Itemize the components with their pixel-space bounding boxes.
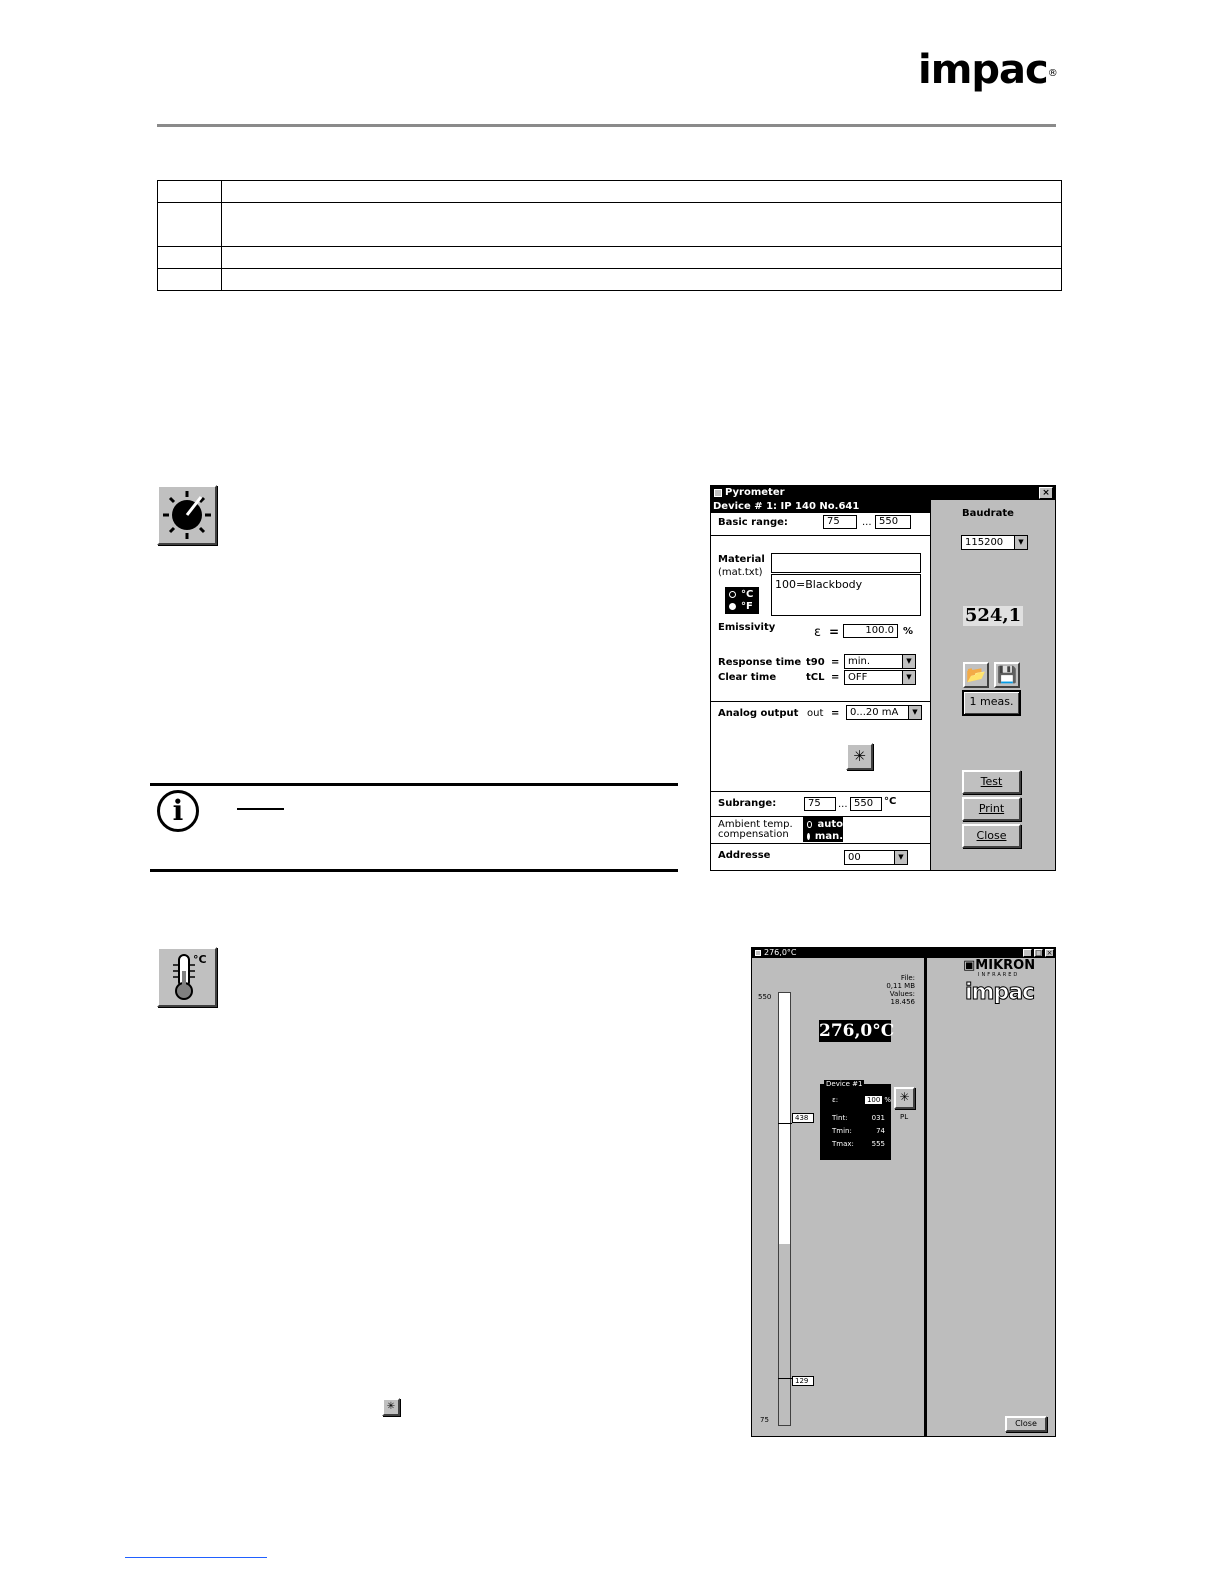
clear-time-symbol: tCL — [806, 672, 825, 683]
device-box-title: Device #1 — [826, 1080, 863, 1088]
close-icon[interactable]: × — [1046, 949, 1053, 957]
table-cell — [158, 203, 222, 247]
material-input[interactable] — [771, 553, 921, 573]
impac-logo-small: impac — [965, 980, 1035, 1005]
radio-man[interactable] — [807, 833, 810, 840]
chevron-down-icon[interactable]: ▼ — [894, 851, 907, 864]
ambient-man-option[interactable]: man. — [803, 830, 843, 842]
unit-c-option[interactable]: °C — [725, 588, 759, 600]
svg-text:°C: °C — [193, 953, 207, 966]
response-time-select[interactable]: min. ▼ — [844, 654, 916, 669]
tmax-value: 555 — [871, 1140, 885, 1148]
clear-time-label: Clear time — [718, 672, 777, 683]
knob-icon[interactable] — [157, 485, 217, 545]
print-button[interactable]: Print — [962, 797, 1021, 821]
chevron-down-icon[interactable]: ▼ — [902, 655, 915, 668]
chevron-down-icon[interactable]: ▼ — [908, 706, 921, 719]
window-icon — [714, 489, 722, 497]
address-label: Addresse — [718, 850, 771, 861]
radio-f[interactable] — [729, 603, 736, 610]
chevron-down-icon[interactable]: ▼ — [902, 671, 915, 684]
baudrate-label: Baudrate — [962, 508, 1014, 519]
eps-label: ε: — [832, 1096, 839, 1104]
device-line: Device # 1: IP 140 No.641 — [711, 500, 930, 513]
mikron-subtitle: INFRARED — [978, 972, 1020, 978]
window-icon — [755, 950, 761, 956]
thermometer-icon[interactable] — [157, 947, 217, 1007]
divider — [711, 791, 930, 792]
upper-marker-line — [778, 1123, 792, 1124]
address-select[interactable]: 00 ▼ — [844, 850, 908, 865]
emissivity-input[interactable]: 100.0 — [843, 624, 898, 638]
divider — [711, 535, 930, 536]
chevron-down-icon[interactable]: ▼ — [1014, 536, 1027, 549]
material-file: (mat.txt) — [718, 567, 763, 578]
subrange-label: Subrange: — [718, 798, 777, 809]
test-button[interactable]: Test — [962, 770, 1021, 794]
temperature-window — [751, 947, 1056, 1437]
table-cell — [158, 269, 222, 291]
analog-output-select[interactable]: 0...20 mA ▼ — [846, 705, 922, 720]
divider — [711, 843, 930, 844]
emissivity-unit: % — [903, 626, 914, 637]
file-info — [886, 974, 915, 1006]
range-sep: ... — [862, 517, 872, 528]
note-underline — [237, 808, 284, 810]
scale-min-label: 75 — [760, 1416, 769, 1424]
ambient-radio-group — [803, 817, 843, 842]
info-icon: i — [157, 790, 199, 832]
pl-label: PL — [900, 1113, 909, 1121]
header-rule — [157, 124, 1056, 127]
tmin-label: Tmin: — [832, 1127, 852, 1135]
emissivity-symbol: ε — [814, 625, 822, 640]
tmin-value: 74 — [876, 1127, 885, 1135]
close-button[interactable]: Close — [962, 824, 1021, 848]
upper-marker[interactable]: 438 — [792, 1113, 814, 1123]
radio-auto[interactable] — [807, 821, 812, 828]
clear-time-select[interactable]: OFF ▼ — [844, 670, 916, 685]
eq-sign: = — [831, 672, 840, 683]
radio-c[interactable] — [729, 591, 736, 598]
unit-f-option[interactable]: °F — [725, 600, 759, 612]
table-cell — [222, 247, 1062, 269]
tmax-label: Tmax: — [832, 1140, 854, 1148]
temperature-titlebar — [752, 948, 1055, 958]
temperature-bar-fill — [779, 993, 790, 1244]
material-label: Material — [718, 554, 765, 565]
divider — [711, 701, 930, 702]
window-title: Pyrometer — [725, 487, 785, 498]
tint-value: 031 — [871, 1114, 885, 1122]
table-cell — [222, 181, 1062, 203]
material-entry[interactable]: 100=Blackbody — [775, 578, 863, 591]
close-icon[interactable]: × — [1039, 487, 1053, 499]
ambient-auto-option[interactable]: auto — [803, 818, 843, 830]
ambient-label: Ambient temp. — [718, 819, 793, 830]
blank-table — [157, 180, 1062, 291]
note-rule-bottom — [150, 869, 678, 872]
response-time-label: Response time — [718, 657, 802, 668]
close-button[interactable]: Close — [1005, 1416, 1047, 1432]
table-cell — [222, 203, 1062, 247]
scale-max-label: 550 — [758, 993, 772, 1001]
range-sep: ... — [838, 799, 848, 810]
file-size: 0,11 MB — [886, 982, 915, 990]
eq-sign: = — [831, 657, 840, 668]
eps-input[interactable]: 100 — [866, 1096, 881, 1104]
tint-label: Tint: — [832, 1114, 848, 1122]
panel-divider — [924, 958, 927, 1436]
unit-radio-group — [725, 587, 759, 614]
baudrate-select[interactable]: 115200 ▼ — [961, 535, 1028, 550]
impac-logo: impac® — [918, 47, 1057, 93]
laser-icon[interactable]: ✳ — [894, 1087, 915, 1109]
window-title: 276,0°C — [764, 948, 797, 957]
measurement-readout: 524,1 — [964, 605, 1022, 626]
mikron-logo: ▣MIKRON — [963, 958, 1036, 973]
note-rule-top — [150, 783, 678, 786]
basic-range-min[interactable]: 75 — [823, 515, 857, 529]
subrange-unit: °C — [884, 796, 897, 807]
eq-sign: = — [829, 625, 840, 639]
pyrometer-titlebar — [711, 486, 1055, 500]
table-cell — [158, 181, 222, 203]
file-label: File: — [900, 974, 915, 982]
emissivity-label: Emissivity — [718, 622, 776, 633]
laser-icon[interactable]: ✳ — [382, 1398, 400, 1416]
analog-output-label: Analog output — [718, 708, 799, 719]
basic-range-label: Basic range: — [718, 517, 788, 528]
lower-marker[interactable]: 129 — [792, 1376, 814, 1386]
subrange-min[interactable]: 75 — [804, 797, 836, 811]
eq-sign: = — [831, 708, 840, 719]
temperature-readout: 276,0°C — [819, 1021, 895, 1041]
response-time-symbol: t90 — [806, 657, 825, 668]
table-cell — [222, 269, 1062, 291]
eps-unit: % — [884, 1096, 891, 1104]
analog-output-symbol: out — [807, 708, 824, 719]
values-label: Values: — [889, 990, 915, 998]
subrange-max[interactable]: 550 — [850, 797, 882, 811]
pyrometer-window — [710, 485, 1056, 871]
save-icon[interactable]: 💾 — [994, 662, 1020, 688]
minimize-icon[interactable]: _ — [1023, 949, 1032, 957]
table-cell — [158, 247, 222, 269]
open-folder-icon[interactable]: 📂 — [963, 662, 989, 688]
ambient-label-2: compensation — [718, 829, 789, 840]
material-list[interactable] — [771, 574, 921, 616]
footer-link-underline — [125, 1557, 267, 1558]
device-box — [820, 1080, 891, 1160]
temperature-bar — [778, 992, 791, 1426]
basic-range-max[interactable]: 550 — [875, 515, 911, 529]
lower-marker-line — [778, 1378, 792, 1379]
maximize-icon[interactable]: □ — [1035, 949, 1042, 957]
values-count: 18.456 — [890, 998, 915, 1006]
one-meas-button[interactable]: 1 meas. — [962, 690, 1021, 716]
laser-icon[interactable]: ✳ — [846, 743, 873, 770]
